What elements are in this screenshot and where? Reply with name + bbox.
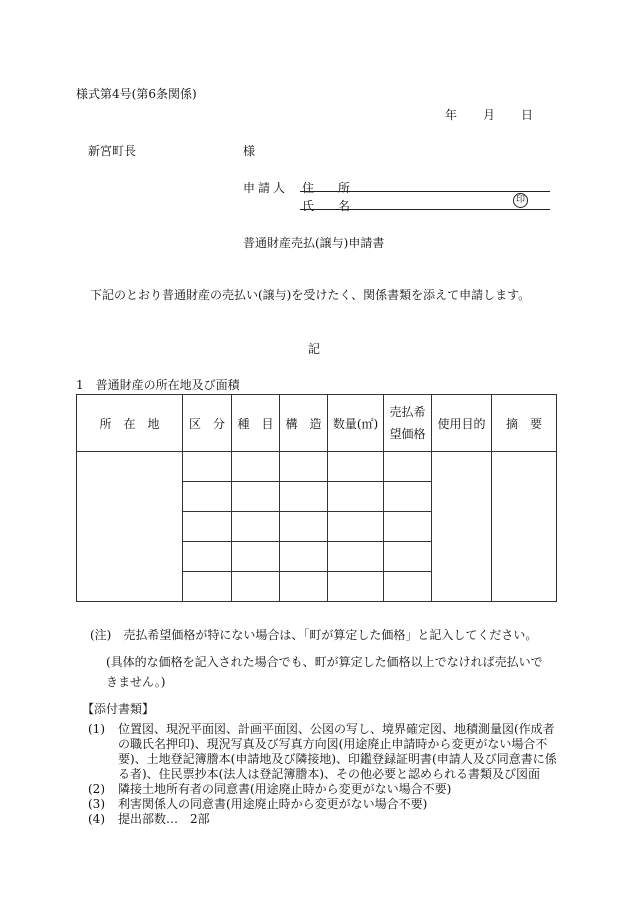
table-cell[interactable] <box>328 512 384 542</box>
list-item-number: (4) <box>88 812 105 826</box>
list-item <box>88 722 558 782</box>
table-cell[interactable] <box>384 572 432 602</box>
table-row <box>77 452 557 482</box>
header-category: 区 分 <box>183 395 232 452</box>
list-item <box>88 797 558 812</box>
ki-heading: 記 <box>308 342 321 356</box>
list-item-text: 提出部数… 2部 <box>118 812 210 826</box>
table-cell[interactable] <box>280 542 328 572</box>
attachments-heading: 【添付書類】 <box>82 702 155 716</box>
table-cell[interactable] <box>183 482 232 512</box>
table-cell[interactable] <box>232 572 280 602</box>
table-cell[interactable] <box>183 572 232 602</box>
header-quantity: 数量(㎡) <box>328 395 384 452</box>
header-type: 種 目 <box>232 395 280 452</box>
attachments-list <box>88 722 558 827</box>
note-2: (具体的な価格を記入された場合でも、町が算定した価格以上でなければ売払いできません。) <box>106 655 543 689</box>
table-cell[interactable] <box>384 452 432 482</box>
addressee-name: 新宮町長 <box>88 144 137 158</box>
date-day: 日 <box>521 108 534 122</box>
list-item <box>88 812 558 827</box>
name-line <box>300 209 550 210</box>
name-label: 氏 名 <box>302 199 351 213</box>
document-title: 普通財産売払(譲与)申請書 <box>243 236 385 250</box>
addressee-honorific: 様 <box>243 144 256 158</box>
table-cell[interactable] <box>280 572 328 602</box>
table-cell[interactable] <box>232 482 280 512</box>
list-item-number: (2) <box>88 782 105 796</box>
table-header-row <box>77 395 557 452</box>
date-line <box>445 106 533 123</box>
table-cell[interactable] <box>232 542 280 572</box>
date-year: 年 <box>445 108 458 122</box>
table-cell[interactable] <box>183 452 232 482</box>
table-cell[interactable] <box>280 482 328 512</box>
address-label: 住 所 <box>302 181 351 195</box>
table-cell[interactable] <box>328 452 384 482</box>
table-cell[interactable] <box>384 482 432 512</box>
applicant-label: 申請人 <box>243 181 289 195</box>
header-structure: 構 造 <box>280 395 328 452</box>
form-number: 様式第4号(第6条関係) <box>76 87 197 101</box>
table-cell[interactable] <box>384 542 432 572</box>
table-cell[interactable] <box>183 542 232 572</box>
list-item-number: (1) <box>88 722 105 736</box>
list-item <box>88 782 558 797</box>
header-remarks: 摘 要 <box>492 395 557 452</box>
table-cell[interactable] <box>280 452 328 482</box>
section-1-heading: 1 普通財産の所在地及び面積 <box>76 378 240 392</box>
seal-mark: 印 <box>513 193 528 208</box>
table-cell[interactable] <box>328 482 384 512</box>
property-table <box>76 394 557 602</box>
location-cell[interactable] <box>77 452 183 602</box>
list-item-text: 位置図、現況平面図、計画平面図、公図の写し、境界確定図、地積測量図(作成者の職氏名押印)、現況写真及び写真方向図(用途廃止申請時から変更がない場合不要)、土地登記簿謄本(申請地及び隣接地)、印鑑登録証明書(申請人及び同意書に係る者)、住民票抄本(法人は登記簿謄本)、その他必要と認められる書類及び図面 <box>118 722 557 781</box>
purpose-cell[interactable] <box>432 452 492 602</box>
table-cell[interactable] <box>280 512 328 542</box>
list-item-text: 利害関係人の同意書(用途廃止時から変更がない場合不要) <box>118 797 428 811</box>
note-1: (注) 売払希望価格が特にない場合は、「町が算定した価格」と記入してください。 <box>90 628 538 642</box>
remarks-cell[interactable] <box>492 452 557 602</box>
list-item-text: 隣接土地所有者の同意書(用途廃止時から変更がない場合不要) <box>118 782 452 796</box>
table-cell[interactable] <box>232 452 280 482</box>
address-line <box>300 191 550 192</box>
date-month: 月 <box>483 108 496 122</box>
body-text: 下記のとおり普通財産の売払い(譲与)を受けたく、関係書類を添えて申請します。 <box>90 288 531 302</box>
header-desired-price: 売払希望価格 <box>384 395 432 452</box>
header-purpose: 使用目的 <box>432 395 492 452</box>
table-cell[interactable] <box>183 512 232 542</box>
table-cell[interactable] <box>328 542 384 572</box>
table-cell[interactable] <box>232 512 280 542</box>
table-cell[interactable] <box>384 512 432 542</box>
table-cell[interactable] <box>328 572 384 602</box>
header-location: 所 在 地 <box>77 395 183 452</box>
list-item-number: (3) <box>88 797 105 811</box>
